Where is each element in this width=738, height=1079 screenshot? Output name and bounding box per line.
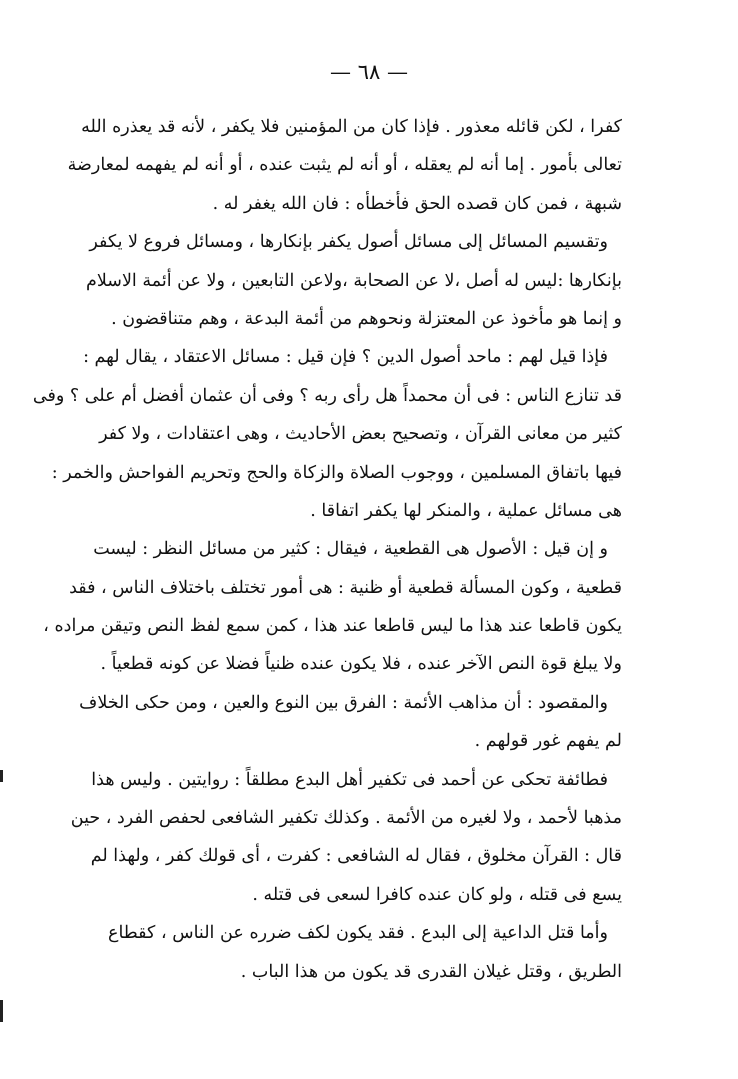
text-line: يسع فى قتله ، ولو كان عنده كافرا لسعى فى قتله . [252, 884, 622, 905]
page-number: — ٦٨ — [330, 60, 408, 84]
paragraph [70, 761, 622, 915]
text-line: لم يفهم غور قولهم . [474, 731, 622, 752]
text-line: مذهبا لأحمد ، ولا لغيره من الأئمة . وكذلك تكفير الشافعى لحفص الفرد ، حين [70, 808, 622, 829]
text-line: فيها باتفاق المسلمين ، ووجوب الصلاة والزكاة والحج وتحريم الفواحش والخمر : [51, 462, 622, 483]
text-line: كثير من معانى القرآن ، وتصحيح بعض الأحاديث ، وهى اعتقادات ، ولا كفر [99, 424, 622, 445]
text-line: شبهة ، فمن كان قصده الحق فأخطأه : فان الله يغفر له . [212, 193, 622, 214]
paragraph [108, 914, 622, 991]
text-line: وأما قتل الداعية إلى البدع . فقد يكون لكف ضرره عن الناس ، كقطاع [108, 923, 608, 944]
text-line: تعالى بأمور . إما أنه لم يعقله ، أو أنه لم يثبت عنده ، أو أنه لم يفهمه لمعارضة [67, 155, 622, 176]
text-line: بإنكارها :ليس له أصل ،لا عن الصحابة ،ولاعن التابعين ، ولا عن أئمة الاسلام [86, 270, 622, 291]
text-line: والمقصود : أن مذاهب الأئمة : الفرق بين النوع والعين ، ومن حكى الخلاف [79, 692, 608, 713]
text-line: قد تنازع الناس : فى أن محمداً هل رأى ربه ؟ وفى أن عثمان أفضل أم على ؟ وفى [32, 385, 622, 406]
text-line: الطريق ، وقتل غيلان القدرى قد يكون من هذا الباب . [240, 961, 622, 982]
text-line: ولا يبلغ قوة النص الآخر عنده ، فلا يكون عنده ظنياً فضلا عن كونه قطعياً . [100, 654, 622, 675]
body-text [32, 108, 622, 991]
text-line: و إن قيل : الأصول هى القطعية ، فيقال : كثير من مسائل النظر : ليست [93, 539, 608, 560]
text-line: يكون قاطعا عند هذا ما ليس قاطعا عند هذا ، كمن سمع لفظ النص وتيقن مراده ، [43, 616, 622, 637]
paragraph [86, 223, 622, 338]
paragraph [43, 530, 622, 684]
text-line: قطعية ، وكون المسألة قطعية أو ظنية : هى أمور تختلف باختلاف الناس ، فقد [69, 577, 622, 598]
paragraph [32, 338, 622, 530]
text-line: فإذا قيل لهم : ماحد أصول الدين ؟ فإن قيل : مسائل الاعتقاد ، يقال لهم : [83, 347, 608, 368]
scan-margin-mark [0, 770, 3, 782]
text-line: وتقسيم المسائل إلى مسائل أصول يكفر بإنكارها ، ومسائل فروع لا يكفر [89, 232, 608, 253]
text-line: هى مسائل عملية ، والمنكر لها يكفر اتفاقا . [310, 500, 622, 521]
text-line: كفرا ، لكن قائله معذور . فإذا كان من المؤمنين فلا يكفر ، لأنه قد يعذره الله [81, 117, 622, 137]
paragraph [67, 108, 622, 223]
text-line: و إنما هو مأخوذ عن المعتزلة ونحوهم من أئمة البدعة ، وهم متناقضون . [111, 308, 622, 329]
scan-margin-mark [0, 1000, 3, 1022]
text-line: قال : القرآن مخلوق ، فقال له الشافعى : كفرت ، أى قولك كفر ، ولهذا لم [90, 846, 622, 867]
paragraph [79, 684, 622, 761]
text-line: فطائفة تحكى عن أحمد فى تكفير أهل البدع مطلقاً : روايتين . وليس هذا [91, 769, 608, 790]
